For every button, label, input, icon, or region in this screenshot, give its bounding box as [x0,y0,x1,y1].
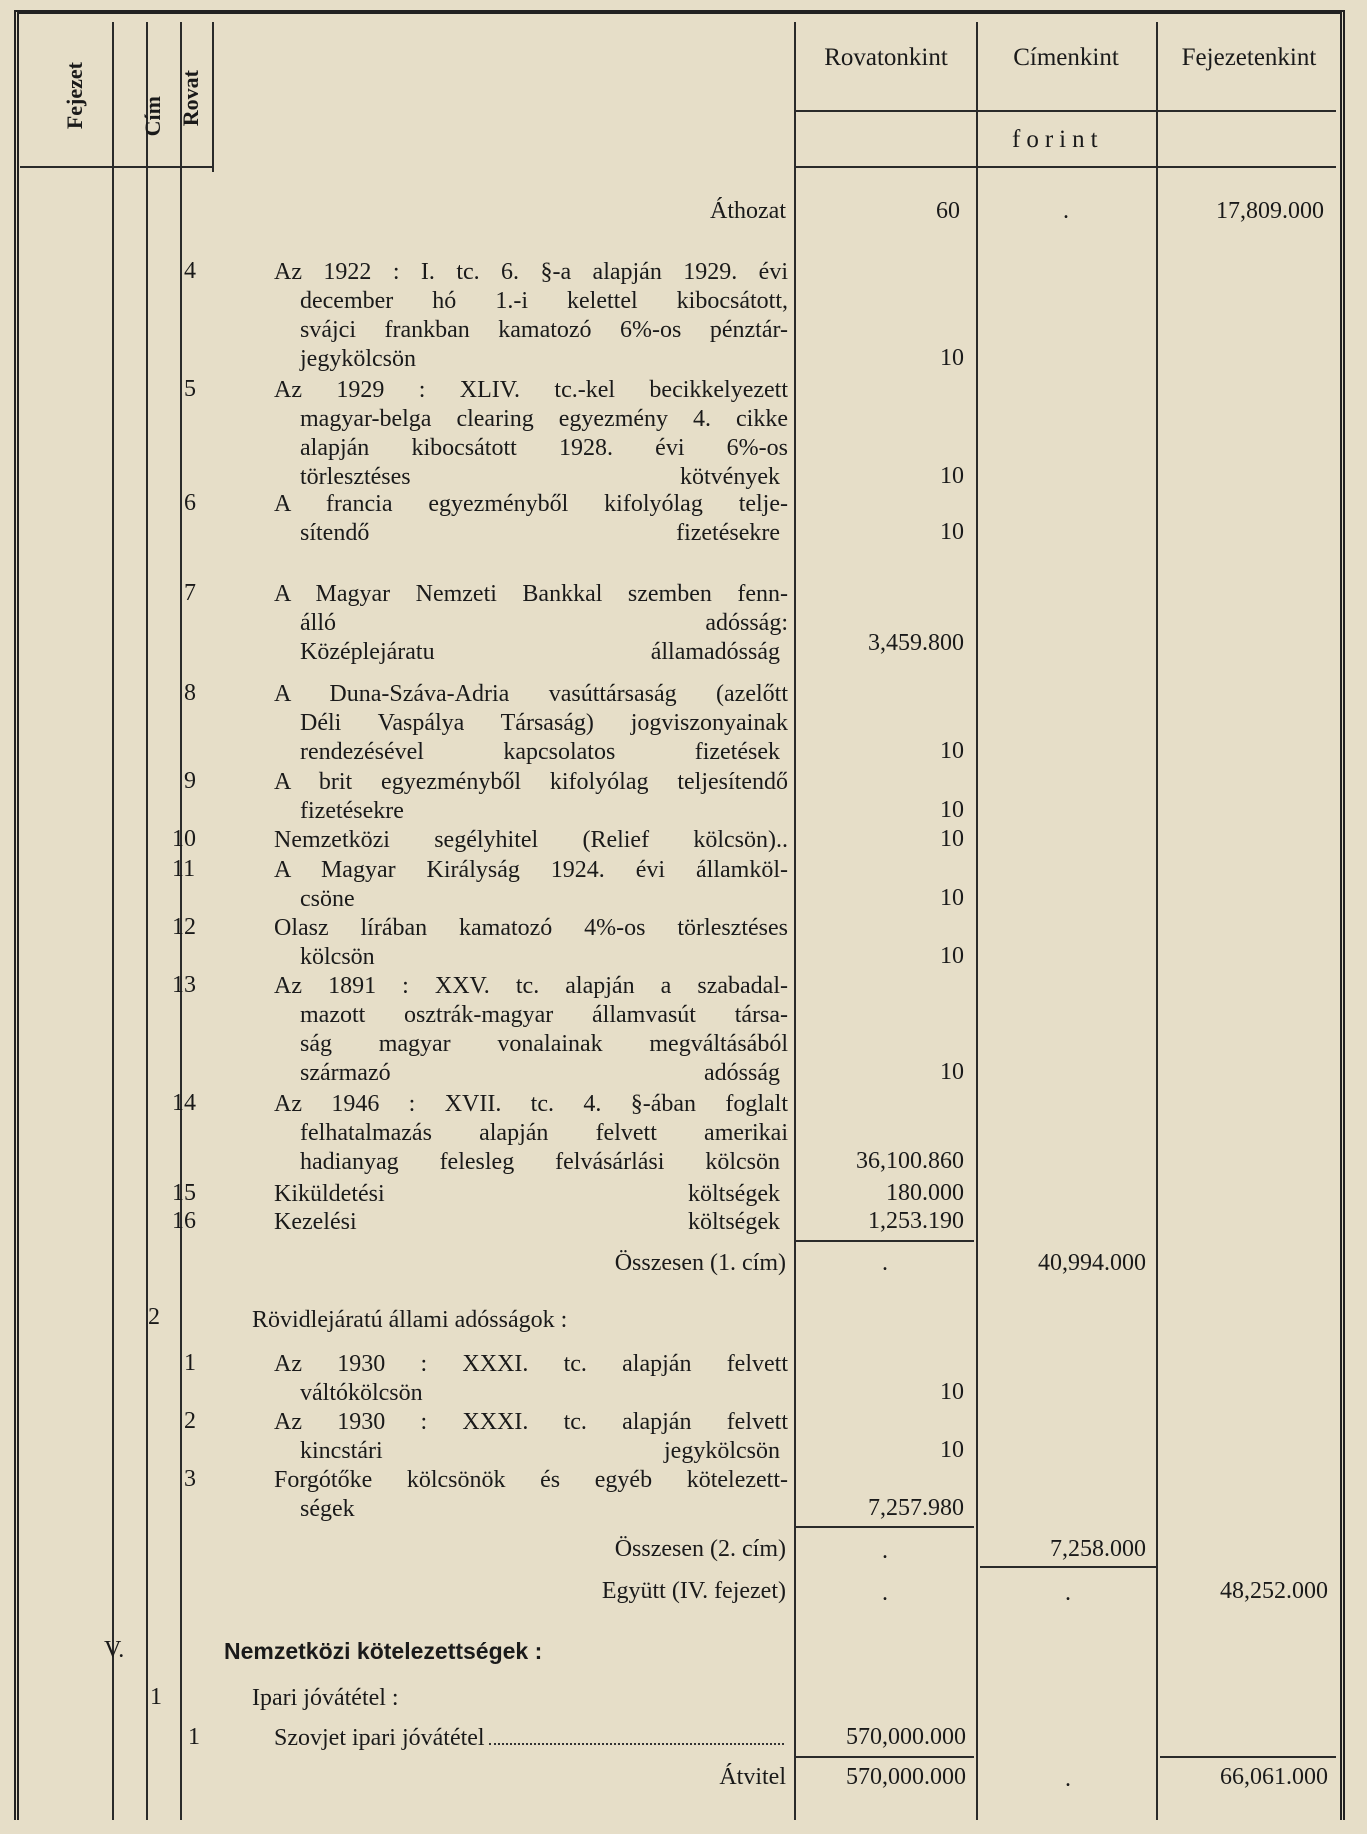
item-value: 7,257.980 [868,1495,964,1521]
col-divider-cim [146,22,148,1820]
osszesen2-rovat: . [882,1538,888,1564]
item-value: 10 [940,519,964,545]
item-line: hadianyag felesleg felvásárlási kölcsön [300,1149,780,1175]
osszesen1-cim: 40,994.000 [1038,1250,1146,1276]
item-line: Középlejáratu államadósság [300,639,780,665]
item-description [274,914,788,972]
item-line: A brit egyezményből kifolyólag teljesítendő [274,769,788,795]
item-number: 12 [172,914,196,940]
header-sub-rule [796,110,1336,112]
item-number: 5 [184,376,196,402]
col-divider-desc [212,22,214,172]
item-line: fizetésekre [300,798,404,824]
item-v-number: 1 [188,1724,200,1750]
item-description [274,1466,788,1524]
item-number: 1 [184,1350,196,1376]
item-description [274,856,788,914]
atvitel-fejezet: 66,061.000 [1220,1764,1328,1790]
col-divider-fejezetenkint [1156,22,1158,1820]
item-line: Forgótőke kölcsönök és egyéb kötelezett- [274,1467,788,1493]
item-line: rendezésével kapcsolatos fizetések [300,739,780,765]
item-line: kölcsön [300,944,375,970]
sum2-rule [796,1526,974,1528]
atvitel-cim: . [1065,1766,1071,1792]
atvitel-rovat: 570,000.000 [846,1764,966,1790]
item-description [274,826,788,855]
atvitel-fejezet-rule [1160,1756,1336,1758]
item-number: 16 [172,1208,196,1234]
item-value: 36,100.860 [856,1148,964,1174]
item-line: jegykölcsön [300,346,416,372]
header-rovat: Rovat [178,70,203,127]
item-value: 10 [940,463,964,489]
athozat-cim: . [1063,198,1069,224]
item-description [274,1350,788,1408]
item-description [274,1208,788,1237]
item-line: ság magyar vonalainak megváltásából [300,1031,788,1057]
item-line: Olasz lírában kamatozó 4%-os törlesztéses [274,915,788,941]
item-value: 1,253.190 [868,1208,964,1234]
cim2-title: Rövidlejáratú állami adósságok : [252,1307,568,1333]
item-line: csöne [300,886,355,912]
osszesen1-rovat: . [882,1250,888,1276]
item-line: A francia egyezményből kifolyólag telje- [274,491,788,517]
item-value: 10 [940,738,964,764]
item-v-label: Szovjet ipari jóvátétel [274,1725,485,1751]
item-number: 9 [184,768,196,794]
item-number: 4 [184,258,196,284]
item-value: 180.000 [886,1180,964,1206]
egyutt-label: Együtt (IV. fejezet) [601,1578,786,1604]
item-value: 10 [940,797,964,823]
item-value: 10 [940,826,964,852]
item-line: alapján kibocsátott 1928. évi 6%-os [300,435,788,461]
item-value: 10 [940,943,964,969]
osszesen1-label: Összesen (1. cím) [614,1250,786,1276]
item-line: Déli Vaspálya Társaság) jogviszonyainak [300,710,788,736]
item-line: Az 1922 : I. tc. 6. §-a alapján 1929. évi [274,259,788,285]
header-cim: Cím [140,96,165,137]
header-bottom-rule-right [796,166,1336,168]
osszesen2-label: Összesen (2. cím) [614,1536,786,1562]
item-number: 2 [184,1408,196,1434]
athozat-fejezet: 17,809.000 [1216,198,1324,224]
egyutt-fejezet: 48,252.000 [1220,1578,1328,1604]
cim2-number: 2 [148,1304,160,1330]
header-unit: forint [1012,126,1104,153]
item-line: Az 1946 : XVII. tc. 4. §-ában foglalt [274,1091,788,1117]
item-value: 10 [940,345,964,371]
header-bottom-rule [20,166,212,168]
item-line: Az 1930 : XXXI. tc. alapján felvett [274,1351,788,1377]
item-line: A Magyar Nemzeti Bankkal szemben fenn- [274,581,788,607]
item-line: Nemzetközi segélyhitel (Relief kölcsön).. [274,827,788,853]
item-line: származó adósság [300,1060,780,1086]
item-value: 3,459.800 [868,630,964,656]
col-divider-cimenkint [976,22,978,1820]
item-description [274,768,788,826]
item-number: 11 [172,856,196,882]
header-rovatonkint: Rovatonkint [824,44,948,71]
item-line: sítendő fizetésekre [300,520,780,546]
item-line: Kezelési költségek [274,1209,780,1235]
cim1-title: Ipari jóvátétel : [252,1685,399,1711]
item-line: kincstári jegykölcsön [300,1438,780,1464]
item-description [274,680,788,767]
item-description [274,1180,788,1209]
item-line: A Duna-Száva-Adria vasúttársaság (azelőtt [274,681,788,707]
osszesen2-cim: 7,258.000 [1050,1536,1146,1562]
item-description [274,376,788,492]
item-description [274,580,788,667]
sum2-cim-rule [980,1566,1156,1568]
item-number: 15 [172,1180,196,1206]
item-value: 10 [940,885,964,911]
item-description [274,1408,788,1466]
item-description [274,490,788,548]
cim1-number: 1 [150,1684,162,1710]
item-line: A Magyar Királyság 1924. évi államköl- [274,857,788,883]
item-line: Az 1930 : XXXI. tc. alapján felvett [274,1409,788,1435]
sum1-rule [796,1240,974,1242]
atvitel-rule [796,1756,974,1758]
item-description [274,1090,788,1177]
item-line: Az 1891 : XXV. tc. alapján a szabadal- [274,973,788,999]
item-value: 10 [940,1379,964,1405]
item-v-desc [274,1724,788,1753]
item-number: 14 [172,1090,196,1116]
egyutt-rovat: . [882,1580,888,1606]
item-line: Kiküldetési költségek [274,1181,780,1207]
item-description [274,972,788,1088]
item-number: 3 [184,1466,196,1492]
item-value: 10 [940,1059,964,1085]
item-line: álló adósság: [300,610,788,636]
item-line: december hó 1.-i kelettel kibocsátott, [300,288,788,314]
athozat-rovat: 60 [936,198,960,224]
chapter5-number: V. [104,1637,125,1663]
item-line: ségek [300,1496,355,1522]
item-line: mazott osztrák-magyar államvasút társa- [300,1002,788,1028]
item-line: svájci frankban kamatozó 6%-os pénztár- [300,317,788,343]
header-fejezetenkint: Fejezetenkint [1181,44,1317,71]
item-description [274,258,788,374]
item-number: 7 [184,580,196,606]
atvitel-label: Átvitel [719,1764,786,1790]
item-number: 6 [184,490,196,516]
header-cimenkint: Címenkint [1013,44,1119,71]
item-number: 13 [172,972,196,998]
item-line: törlesztéses kötvények [300,464,780,490]
col-divider-rovatonkint [794,22,796,1820]
item-number: 8 [184,680,196,706]
item-v-value: 570,000.000 [846,1724,966,1750]
chapter5-title: Nemzetközi kötelezettségek : [224,1638,543,1664]
col-divider-fejezet [112,22,114,1820]
item-line: felhatalmazás alapján felvett amerikai [300,1120,788,1146]
item-line: váltókölcsön [300,1380,423,1406]
item-number: 10 [172,826,196,852]
item-value: 10 [940,1437,964,1463]
egyutt-cim: . [1065,1580,1071,1606]
header-fejezet: Fejezet [62,62,87,130]
item-line: magyar-belga clearing egyezmény 4. cikke [300,406,788,432]
item-line: Az 1929 : XLIV. tc.-kel becikkelyezett [274,377,788,403]
athozat-label: Áthozat [710,198,786,224]
